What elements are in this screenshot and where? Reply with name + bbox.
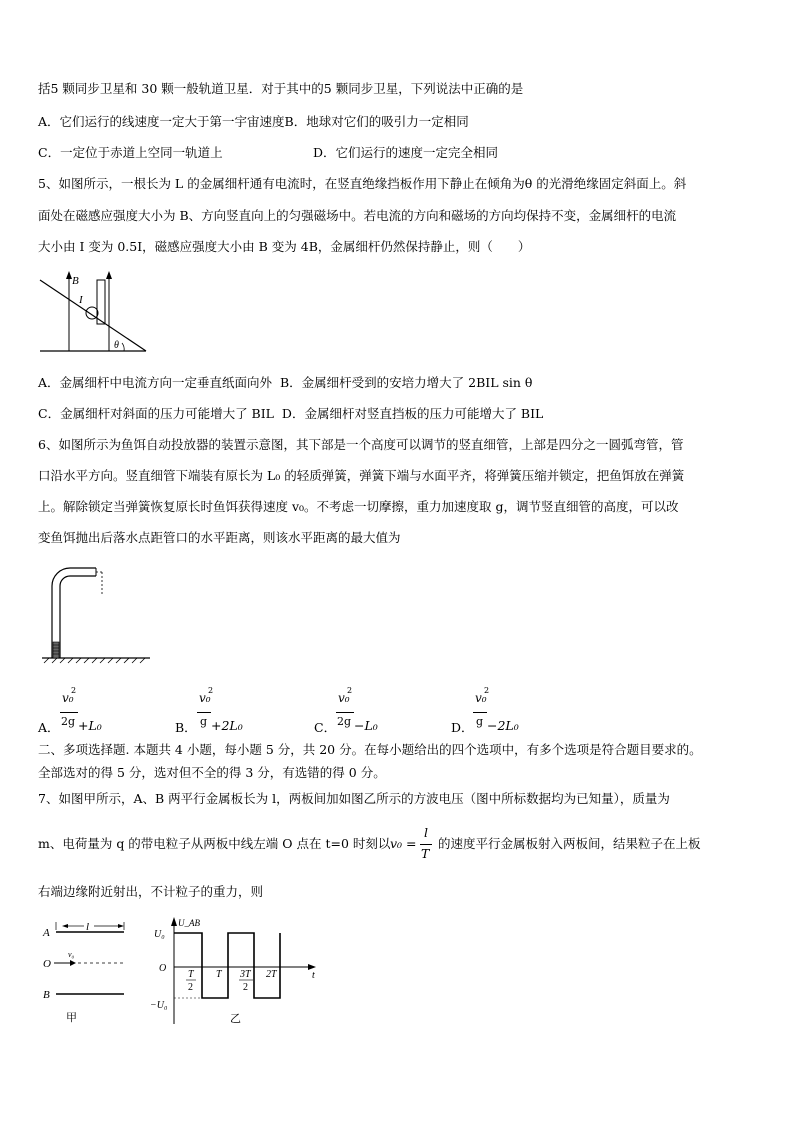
q4-option-b-text: B．地球对它们的吸引力一定相同 (284, 114, 469, 129)
q6-option-c (314, 682, 424, 740)
q7-jia-label-b: B (43, 989, 50, 1001)
q7-v0-eq: v₀ = (390, 836, 417, 851)
q6-option-d-sup: 2 (484, 686, 490, 695)
q7-frac-den: T (421, 846, 430, 861)
q7-figure-yi (150, 912, 325, 1027)
q6-option-d-tail: −2L₀ (487, 718, 519, 733)
q5-line-2: 面处在磁感应强度大小为 B、方向竖直向上的匀强磁场中。若电流的方向和磁场的方向均保持不变，金属细杆的电流 (38, 208, 677, 223)
q6-option-b (175, 682, 285, 740)
q6-option-b-tail: +2L₀ (211, 718, 243, 733)
q6-option-d (451, 682, 561, 740)
q5-option-c-text: C．金属细杆对斜面的压力可能增大了 BIL (38, 406, 274, 421)
q6-option-c-label: C． (314, 720, 337, 735)
q7-yi-t: t (312, 970, 315, 981)
q6-option-b-den: g (200, 715, 208, 728)
q7-yi-ylabel: U_AB (178, 918, 200, 928)
q6-option-d-den: g (476, 715, 484, 728)
q7-line-2-start: m、电荷量为 q 的带电粒子从两板中线左端 O 点在 t=0 时刻以 (38, 836, 391, 851)
q6-option-c-tail: −L₀ (354, 718, 378, 733)
q5-option-cd (38, 405, 543, 423)
q7-yi-caption: 乙 (230, 1013, 241, 1025)
q7-jia-label-a: A (43, 927, 50, 939)
q6-line-2: 口沿水平方向。竖直细管下端装有原长为 L₀ 的轻质弹簧，弹簧下端与水面平齐，将弹簧压缩并锁定，把鱼饵放在弹簧 (38, 468, 685, 483)
q6-options (38, 682, 598, 740)
q6-option-d-num: v₀ (475, 691, 487, 705)
q7-line-2 (38, 825, 758, 865)
q7-yi-2t: 2T (266, 969, 277, 980)
q5-figure-incline (36, 268, 156, 360)
q6-option-a-sup: 2 (71, 686, 77, 695)
q7-line-1: 7、如图甲所示，A、B 两平行金属板长为 l，两板间加如图乙所示的方波电压（图中所标数据均为已知量），质量为 (38, 791, 670, 806)
q5-option-ab (38, 374, 532, 392)
q7-figure-jia (40, 918, 130, 1026)
q6-option-a-label: A． (38, 720, 60, 735)
q6-option-c-num: v₀ (338, 691, 350, 705)
q7-yi-zero: O (159, 963, 167, 974)
q5-line-1: 5、如图所示，一根长为 L 的金属细杆通有电流时，在竖直绝缘挡板作用下静止在倾角为θ 的光滑绝缘固定斜面上。斜 (38, 176, 687, 191)
q7-frac-num: l (424, 825, 428, 840)
q4-option-a-text: A．它们运行的线速度一定大于第一宇宙速度 (38, 114, 285, 129)
q4-option-a (38, 113, 469, 131)
q7-yi-t2-num: T (188, 969, 194, 980)
q7-jia-label-o: O (43, 958, 51, 970)
q7-yi-u0: U₀ (154, 929, 165, 940)
q5-fig-label-theta: θ (114, 340, 119, 351)
q6-option-d-label: D． (451, 720, 474, 735)
q7-jia-caption: 甲 (66, 1012, 77, 1024)
q5-line-3: 大小由 I 变为 0.5I，磁感应强度大小由 B 变为 4B，金属细杆仍然保持静止，则（ ） (38, 239, 531, 254)
q5-option-d-text: D．金属细杆对竖直挡板的压力可能增大了 BIL (281, 406, 544, 421)
q7-yi-t2-den: 2 (188, 982, 193, 993)
q7-yi-neg-u0: −U₀ (150, 1000, 168, 1011)
q6-option-b-num: v₀ (199, 691, 211, 705)
section2-line-2: 全部选对的得 5 分，选对但不全的得 3 分，有选错的得 0 分。 (38, 765, 386, 780)
q6-option-b-fraction-bar (197, 712, 211, 713)
q6-option-b-sup: 2 (208, 686, 214, 695)
q7-yi-t: T (216, 969, 222, 980)
q5-fig-label-i: I (79, 294, 83, 306)
q7-yi-t32-den: 2 (243, 982, 248, 993)
q6-line-4: 变鱼饵抛出后落水点距管口的水平距离，则该水平距离的最大值为 (38, 530, 401, 545)
q7-line-3: 右端边缘附近射出，不计粒子的重力，则 (38, 884, 264, 899)
section2-line-1: 二、多项选择题. 本题共 4 小题，每小题 5 分，共 20 分。在每小题给出的四个选项中，有多个选项是符合题目要求的。 (38, 742, 702, 757)
q7-jia-label-v0: v₀ (68, 950, 75, 959)
q6-option-a-tail: +L₀ (78, 718, 102, 733)
q6-line-1: 6、如图所示为鱼饵自动投放器的装置示意图，其下部是一个高度可以调节的竖直细管，上部是四分之一圆弧弯管，管 (38, 437, 684, 452)
q5-option-a-text: A．金属细杆中电流方向一定垂直纸面向外 (38, 375, 273, 390)
q6-line-3: 上。解除锁定当弹簧恢复原长时鱼饵获得速度 v₀。不考虑一切摩擦，重力加速度取 g，调节竖直细管的高度，可以改 (38, 499, 679, 514)
q6-option-c-den: 2g (337, 715, 352, 728)
q7-line-2-end: 的速度平行金属板射入两板间，结果粒子在上板 (438, 836, 701, 851)
q5-fig-label-b: B (72, 275, 79, 287)
q6-option-a-den: 2g (61, 715, 76, 728)
q6-option-b-label: B． (175, 720, 197, 735)
q4-intro: 括5 颗同步卫星和 30 颗一般轨道卫星．对于其中的5 颗同步卫星，下列说法中正确的是 (38, 81, 524, 96)
q7-yi-t32-num: 3T (240, 969, 251, 980)
q6-option-a-num: v₀ (62, 691, 74, 705)
q5-option-b-text: B．金属细杆受到的安培力增大了 2BIL sin θ (279, 375, 533, 390)
q4-option-c-text: C．一定位于赤道上空同一轨道上 (38, 145, 223, 160)
q6-figure-feeder (40, 562, 152, 664)
q6-option-d-fraction-bar (473, 712, 487, 713)
q6-option-c-sup: 2 (347, 686, 353, 695)
q7-jia-label-l: l (86, 921, 90, 933)
q6-option-a-fraction-bar (60, 712, 78, 713)
q6-option-a (38, 682, 148, 740)
q4-option-cd (38, 144, 758, 162)
q6-option-c-fraction-bar (336, 712, 354, 713)
q4-option-d-text: D．它们运行的速度一定完全相同 (313, 145, 499, 160)
